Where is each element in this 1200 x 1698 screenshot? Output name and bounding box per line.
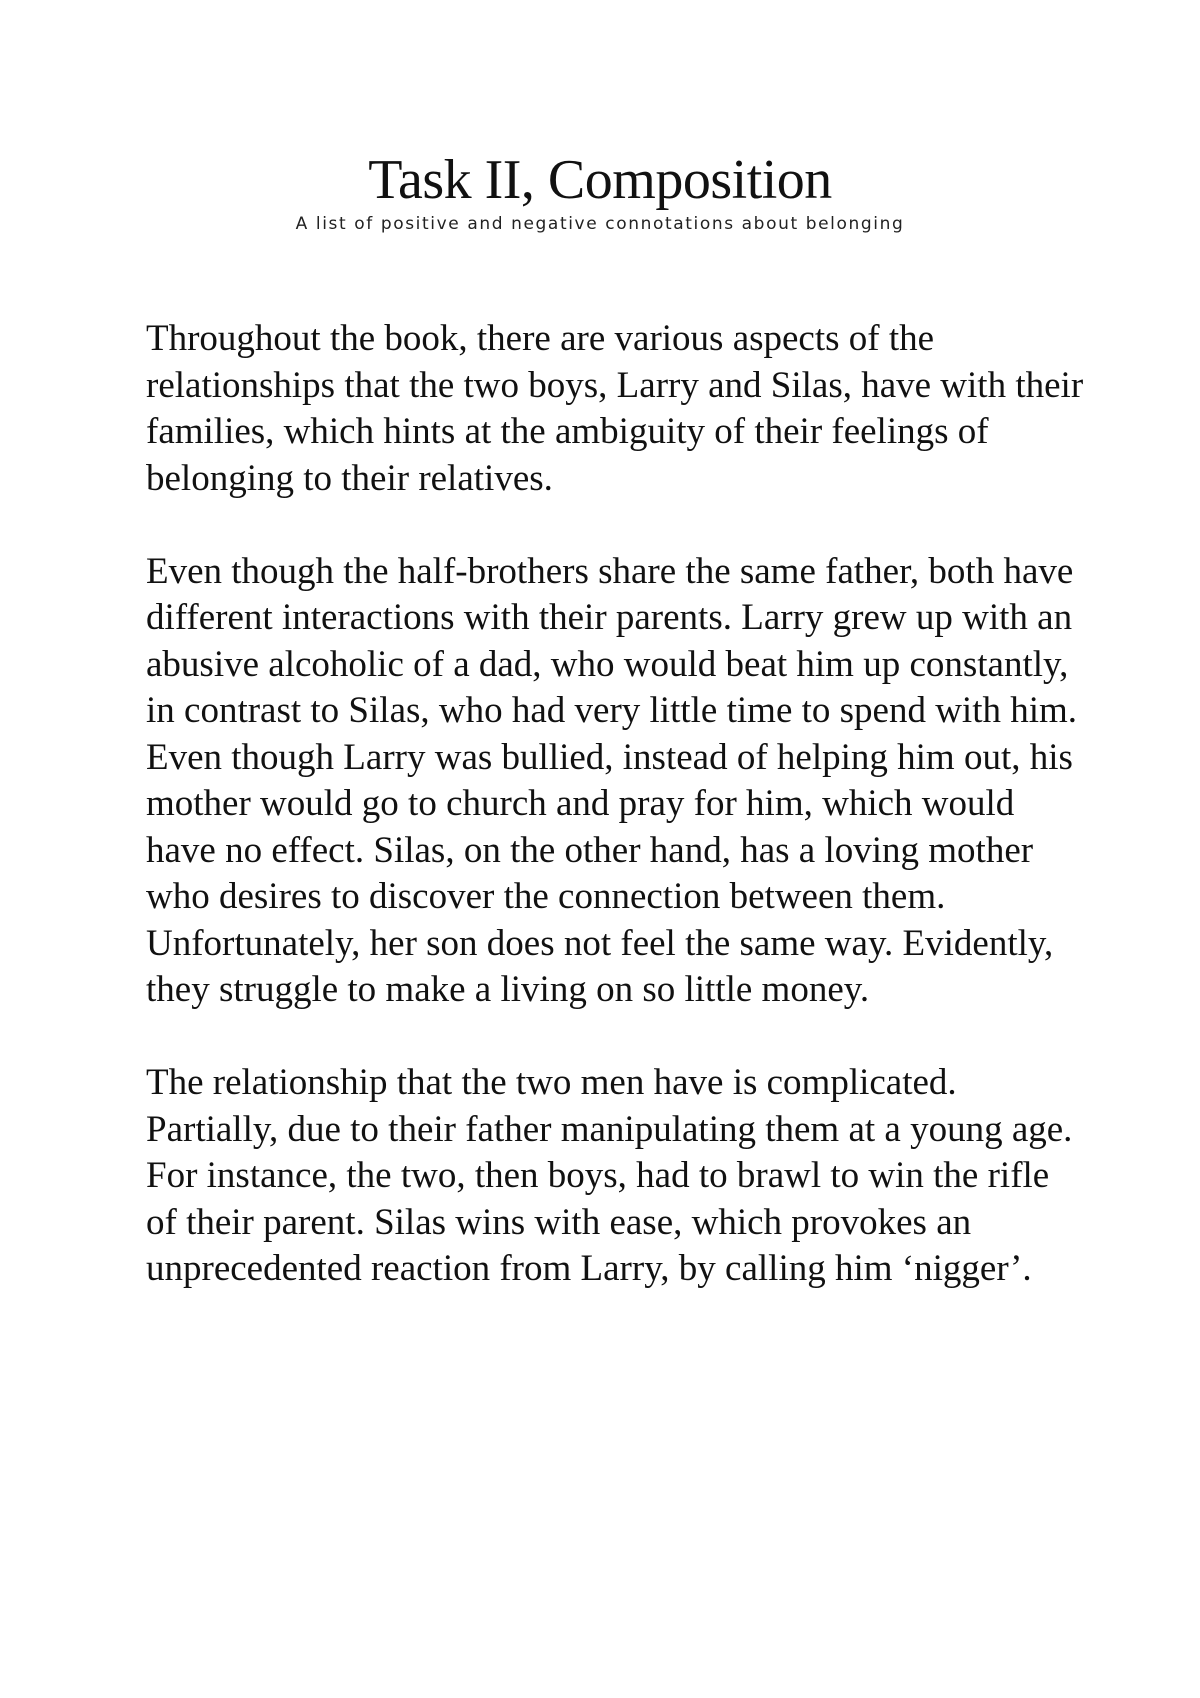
document-title: Task II, Composition xyxy=(368,149,832,211)
paragraph-2: Even though the half-brothers share the same father, both have different interactions with their parents. Larry grew up with an abusive alcoholic of a dad, who would beat him up constantly, in contrast to Silas, who had very little time to spend with him. xyxy=(146,550,1078,731)
document-body xyxy=(146,316,1086,1293)
document-subtitle: A list of positive and negative connotations about belonging xyxy=(295,214,905,234)
paragraph-4: The relationship that the two men have is complicated. Partially, due to their father manipulating them at a young age. For instance, the two, then boys, had to brawl to win the rifle of their parent. Silas wins with ease, which provokes an unprecedented reaction from Larry, by calling him ‘nigger’. xyxy=(146,1062,1073,1289)
paragraph-3: Even though Larry was bullied, instead of helping him out, his mother would go to church and pray for him, which would have no effect. Silas, on the other hand, has a loving mother who desires to discover the connection between them. Unfortunately, her son does not feel the same way. Evidently, they struggle to make a living on so little money. xyxy=(146,736,1073,1010)
paragraph-1: Throughout the book, there are various aspects of the relationships that the two boys, Larry and Silas, have with their families, which hints at the ambiguity of their feelings of belonging to their relatives. xyxy=(146,318,1084,499)
